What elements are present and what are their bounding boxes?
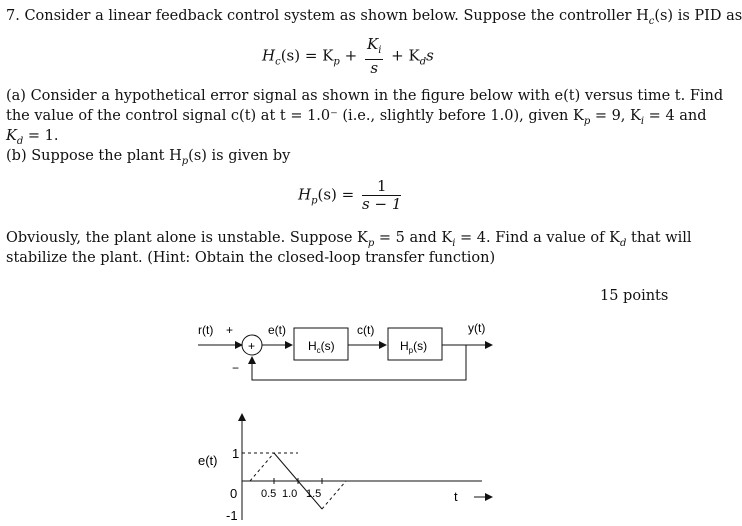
series-segment: [274, 453, 298, 481]
plant-equation: $H_p(s)$ = $\frac{1}{s - 1}$: [298, 177, 402, 213]
error-label: e(t): [268, 323, 286, 337]
series-segment: [322, 481, 346, 509]
stability-line-1: Obviously, the plant alone is unstable. Suppose $K_p = 5$ and $K_i = 4$. Find a value of $K_d$ that will: [6, 230, 692, 249]
y-tick-1: 1: [232, 446, 240, 461]
x-tick-0.5: 0.5: [261, 488, 277, 500]
y-tick-0: 0: [230, 486, 238, 501]
part-a-line-3: $K_d = 1$.: [6, 128, 59, 147]
plus-sign: +: [226, 323, 234, 337]
y-axis-label: e(t): [198, 453, 218, 468]
control-label: c(t): [357, 323, 375, 337]
part-a-line-1: (a) Consider a hypothetical error signal as shown in the figure below with e(t) versus time t. Find: [6, 88, 724, 104]
y-tick-neg1: -1: [226, 508, 238, 523]
series-segment: [250, 453, 274, 481]
x-tick-1.5: 1.5: [306, 488, 322, 500]
minus-sign: −: [232, 361, 240, 375]
controller-label: $H_c(s)$: [308, 339, 335, 355]
stability-line-2: stabilize the plant. (Hint: Obtain the closed-loop transfer function): [6, 250, 496, 266]
part-b: (b) Suppose the plant $H_p(s)$ is given by: [6, 148, 291, 167]
points-label: 15 points: [600, 288, 669, 304]
plant-label: $H_p(s)$: [400, 339, 428, 355]
pid-equation: $H_c(s) = K_p$ + $\frac{K_i}{s}$ + $K_ds$: [262, 35, 434, 77]
output-label: y(t): [468, 321, 486, 335]
x-axis-label: t: [454, 489, 458, 504]
problem-intro: 7. Consider a linear feedback control system as shown below. Suppose the controller $H_c(s)$ is PID as: [6, 8, 742, 27]
part-a-line-2: the value of the control signal c(t) at t = 1.0⁻ (i.e., slightly before 1.0), given $K_p = 9$, $K_i = 4$ and: [6, 108, 707, 127]
x-tick-1.0: 1.0: [282, 488, 298, 500]
junction-sign: +: [248, 339, 256, 353]
input-label: r(t): [198, 323, 214, 337]
